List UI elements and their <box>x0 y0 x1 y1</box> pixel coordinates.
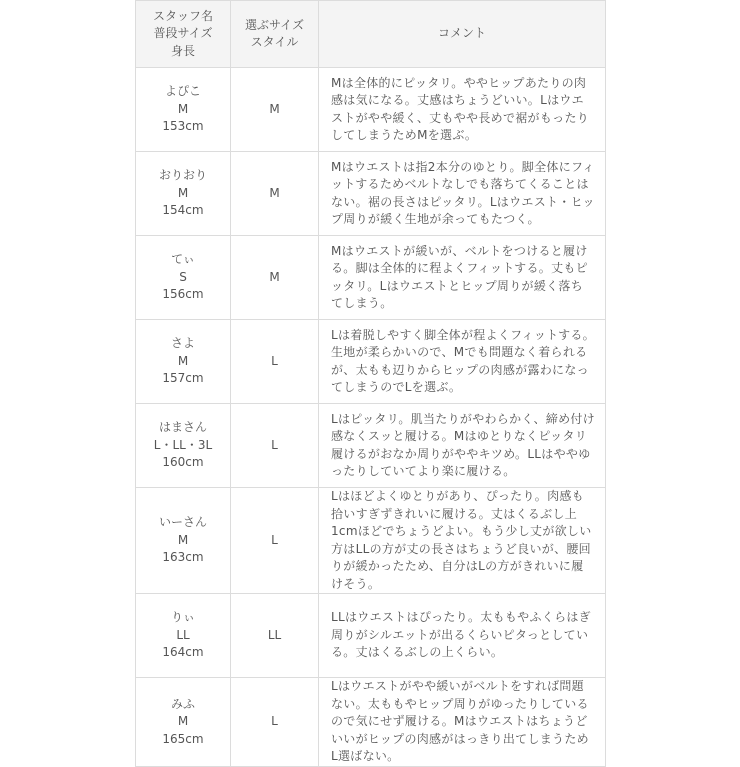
staff-name: よぴこ <box>164 84 201 99</box>
staff-cell <box>136 594 231 678</box>
table-row <box>136 594 606 678</box>
header-staff <box>136 1 231 68</box>
table-header-row <box>136 1 606 68</box>
header-chosen-line: 選ぶサイズ <box>244 17 305 32</box>
header-staff-line: 普段サイズ <box>153 26 213 41</box>
table-row <box>136 678 606 767</box>
staff-name: いーさん <box>158 515 207 530</box>
staff-height: 160cm <box>162 455 204 470</box>
header-staff-line: 身長 <box>170 43 195 58</box>
chosen-size: M <box>231 68 319 152</box>
usual-size: M <box>177 101 189 116</box>
chosen-size: M <box>231 236 319 320</box>
chosen-size: M <box>231 152 319 236</box>
comment-cell: Mはウエストは指2本分のゆとり。脚全体にフィットするためベルトなしでも落ちてくることはない。裾の長さはピッタリ。Lはウエスト・ヒップ周りが緩く生地が余ってもたつく。 <box>319 152 606 236</box>
staff-cell <box>136 152 231 236</box>
staff-name: りぃ <box>170 610 195 625</box>
staff-cell <box>136 488 231 594</box>
staff-height: 165cm <box>162 731 204 746</box>
usual-size: M <box>177 714 189 728</box>
staff-cell <box>136 404 231 488</box>
comment-cell: Mは全体的にピッタリ。ややヒップあたりの肉感は気になる。丈感はちょうどいい。Lはウエストがやや緩く、丈もやや長めで裾がもったりしてしまうためMを選ぶ。 <box>319 68 606 152</box>
table-row <box>136 152 606 236</box>
comment-cell: Lはほどよくゆとりがあり、ぴったり。肉感も拾いすぎずきれいに履ける。丈はくるぶし上1cmほどでちょうどよい。もう少し丈が欲しい方はLLの方が丈の長さはちょうど良いが、腰回りが緩かったため、自分はLの方がきれいに履けそう。 <box>319 488 606 594</box>
table-row <box>136 488 606 594</box>
usual-size: L・LL・3L <box>153 437 213 452</box>
table-row <box>136 320 606 404</box>
staff-height: 154cm <box>162 203 204 218</box>
comment-cell: Lはピッタリ。肌当たりがやわらかく、締め付け感なくスッと履ける。Mはゆとりなくピッタリ履けるがおなか周りがややキツめ。LLはややゆったりしていてより楽に履ける。 <box>319 404 606 488</box>
staff-cell <box>136 678 231 767</box>
chosen-size: L <box>231 404 319 488</box>
staff-name: おりおり <box>158 168 207 183</box>
header-chosen <box>231 1 319 68</box>
staff-height: 156cm <box>162 287 204 302</box>
usual-size: S <box>179 269 187 284</box>
table-row <box>136 236 606 320</box>
staff-cell <box>136 68 231 152</box>
staff-name: さよ <box>170 336 195 351</box>
comment-cell: LLはウエストはぴったり。太ももやふくらはぎ周りがシルエットが出るくらいピタっとしている。丈はくるぶしの上くらい。 <box>319 594 606 678</box>
table-row <box>136 404 606 488</box>
staff-cell <box>136 236 231 320</box>
staff-height: 153cm <box>162 119 204 134</box>
header-comment: コメント <box>319 1 606 68</box>
staff-name: みふ <box>170 696 195 711</box>
size-comparison-table <box>135 0 606 767</box>
chosen-size: L <box>231 320 319 404</box>
chosen-size: LL <box>231 594 319 678</box>
staff-height: 163cm <box>162 550 204 565</box>
comment-cell: Lはウエストがやや緩いがベルトをすれば問題ない。太ももやヒップ周りがゆったりしているので気にせず履ける。Mはウエストはちょうどいいがヒップの肉感がはっきり出てしまうためL選ばない。 <box>319 678 606 767</box>
usual-size: M <box>177 353 189 368</box>
staff-height: 164cm <box>162 645 204 660</box>
chosen-size: L <box>231 678 319 767</box>
staff-height: 157cm <box>162 371 204 386</box>
table-row <box>136 68 606 152</box>
staff-name: はまさん <box>158 420 207 435</box>
comment-cell: Lは着脱しやすく脚全体が程よくフィットする。生地が柔らかいので、Mでも問題なく着られるが、太もも辺りからヒップの肉感が露わになってしまうのでLを選ぶ。 <box>319 320 606 404</box>
chosen-size: L <box>231 488 319 594</box>
usual-size: LL <box>176 627 190 642</box>
usual-size: M <box>177 532 189 547</box>
staff-cell <box>136 320 231 404</box>
comment-cell: Mはウエストが緩いが、ベルトをつけると履ける。脚は全体的に程よくフィットする。丈もピッタリ。Lはウエストとヒップ周りが緩く落ちてしまう。 <box>319 236 606 320</box>
header-staff-line: スタッフ名 <box>152 8 213 23</box>
staff-name: てぃ <box>171 252 195 267</box>
header-chosen-line: スタイル <box>250 35 299 49</box>
usual-size: M <box>177 185 189 200</box>
